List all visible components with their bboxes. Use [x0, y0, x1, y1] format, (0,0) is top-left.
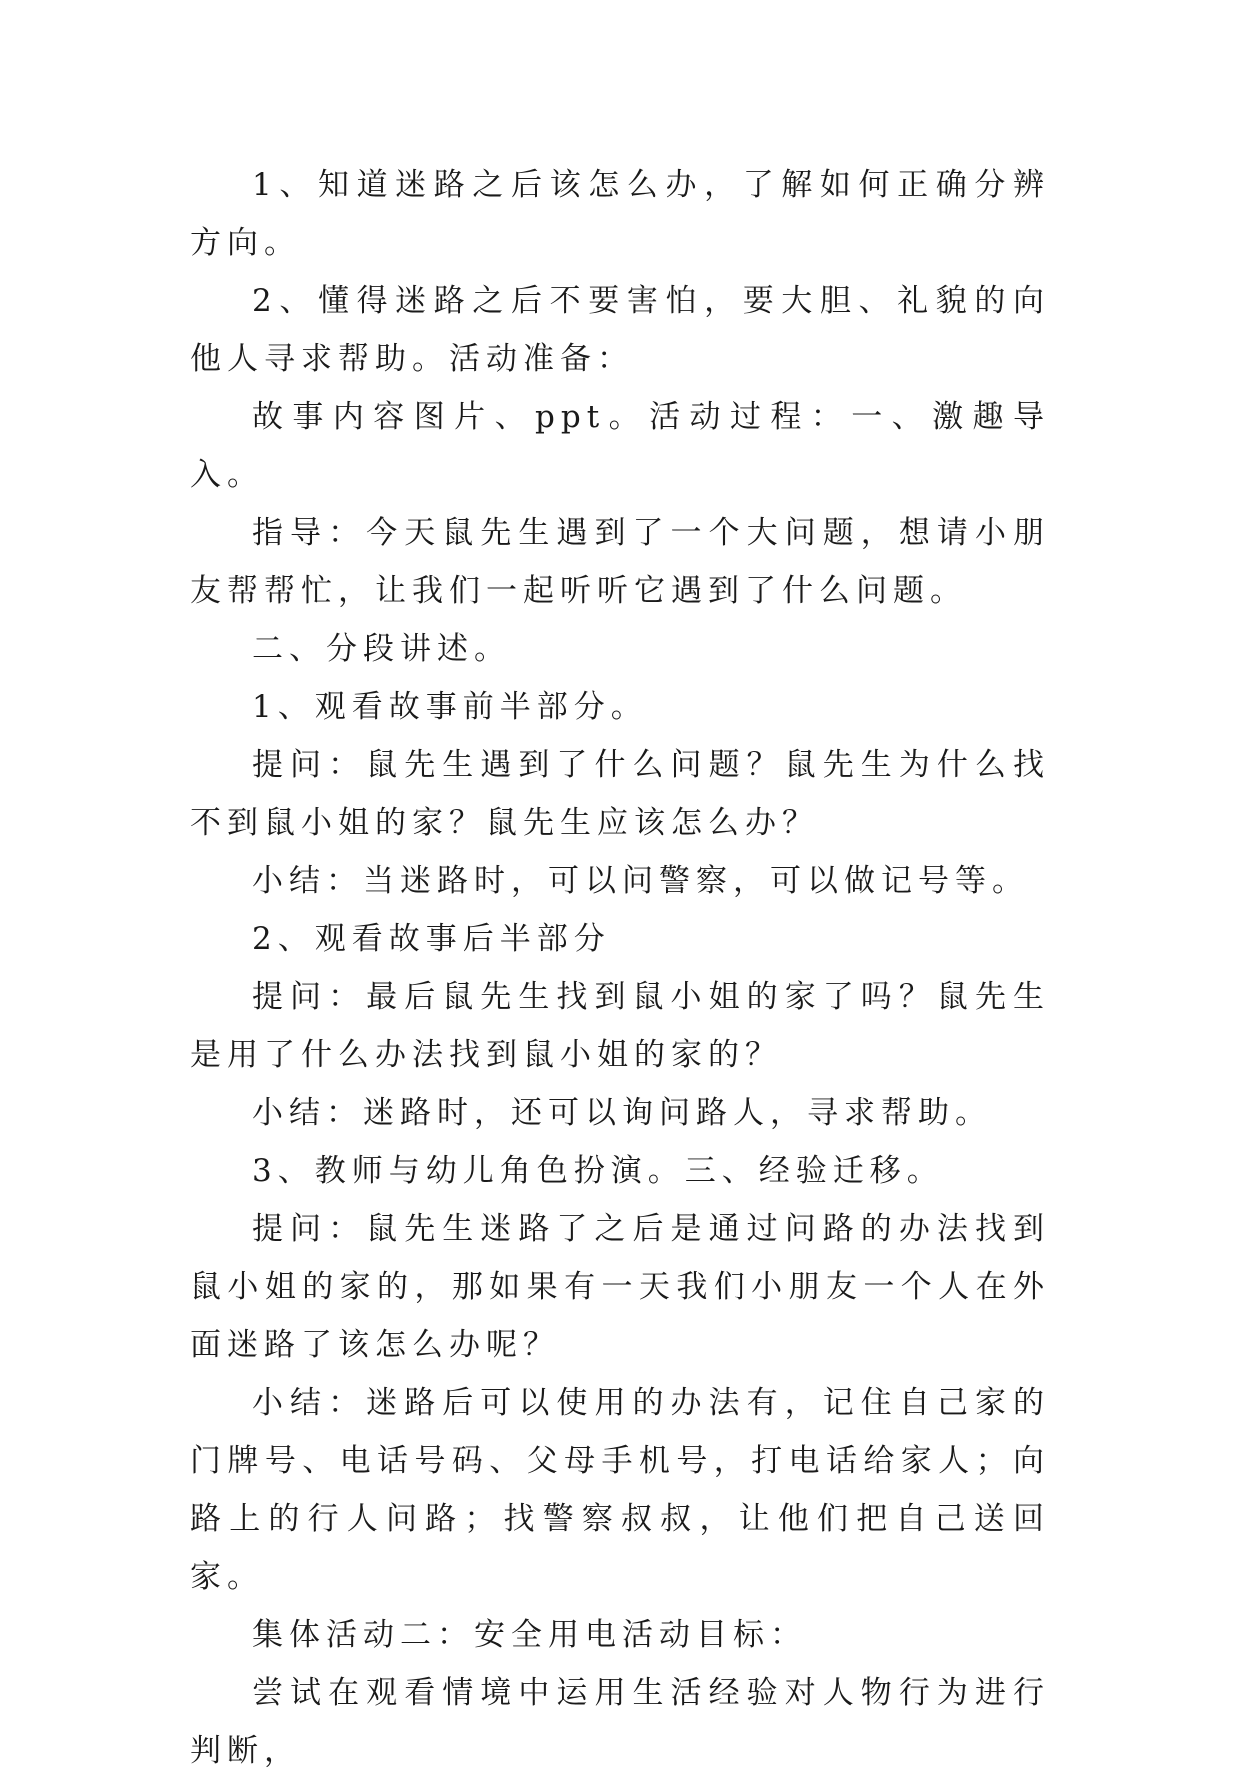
- paragraph: 小结：迷路时，还可以询问路人，寻求帮助。: [252, 1095, 992, 1131]
- paragraph: 提问：最后鼠先生找到鼠小姐的家了吗？鼠先生是用了什么办法找到鼠小姐的家的？: [190, 979, 1050, 1073]
- paragraph: 故事内容图片、ppt。活动过程：一、激趣导入。: [190, 399, 1050, 493]
- paragraph: 2、懂得迷路之后不要害怕，要大胆、礼貌的向他人寻求帮助。活动准备：: [190, 283, 1050, 377]
- paragraph: 小结：当迷路时，可以问警察，可以做记号等。: [252, 863, 1029, 899]
- paragraph: 指导：今天鼠先生遇到了一个大问题，想请小朋友帮帮忙，让我们一起听听它遇到了什么问题。: [190, 515, 1050, 609]
- paragraph: 提问：鼠先生迷路了之后是通过问路的办法找到鼠小姐的家的，那如果有一天我们小朋友一个人在外面迷路了该怎么办呢？: [190, 1211, 1050, 1363]
- document-body: [190, 156, 1050, 1780]
- paragraph: 3、教师与幼儿角色扮演。三、经验迁移。: [252, 1153, 944, 1189]
- paragraph: 二、分段讲述。: [252, 631, 511, 667]
- paragraph: 1、知道迷路之后该怎么办，了解如何正确分辨方向。: [190, 167, 1050, 261]
- paragraph: 尝试在观看情境中运用生活经验对人物行为进行判断，: [190, 1675, 1050, 1769]
- paragraph: 2、观看故事后半部分: [252, 921, 611, 957]
- paragraph: 1、观看故事前半部分。: [252, 689, 648, 725]
- paragraph: 小结：迷路后可以使用的办法有，记住自己家的门牌号、电话号码、父母手机号，打电话给家人；向路上的行人问路；找警察叔叔，让他们把自己送回家。: [190, 1385, 1050, 1595]
- paragraph: 集体活动二：安全用电活动目标：: [252, 1617, 807, 1653]
- paragraph: 提问：鼠先生遇到了什么问题？鼠先生为什么找不到鼠小姐的家？鼠先生应该怎么办？: [190, 747, 1050, 841]
